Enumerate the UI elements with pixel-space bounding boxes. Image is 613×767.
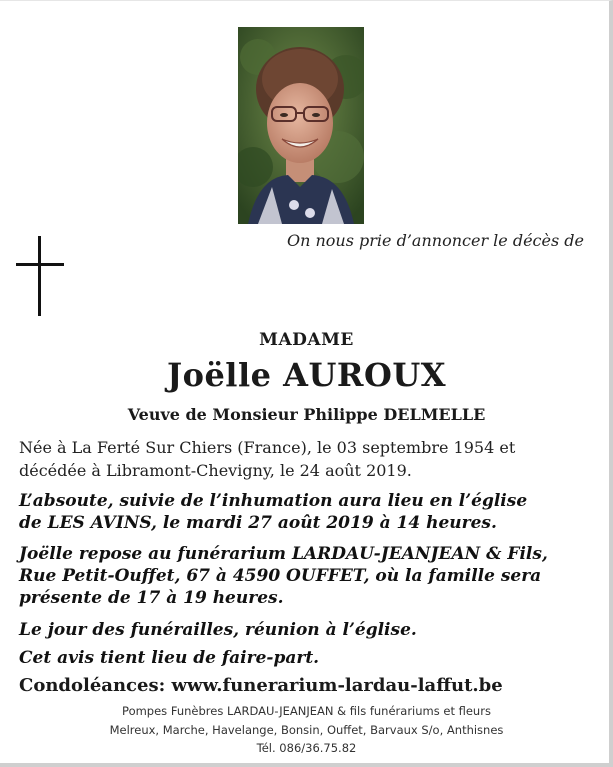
footer-phone: Tél. 086/36.75.82 [256,741,357,755]
absoute-line-2: de LES AVINS, le mardi 27 août 2019 à 14 heures. [19,513,497,533]
death-line: décédée à Libramont-Chevigny, le 24 août 2019. [19,461,412,480]
footer-company: Pompes Funèbres LARDAU-JEANJEAN & fils funérariums et fleurs [122,704,491,718]
faire-part-line: Cet avis tient lieu de faire-part. [19,648,320,668]
repose-line-2: Rue Petit-Ouffet, 67 à 4590 OUFFET, où la famille sera [19,566,542,586]
footer-locations: Melreux, Marche, Havelange, Bonsin, Ouffet, Barvaux S/o, Anthisnes [109,723,504,737]
absoute-paragraph [19,490,599,534]
deceased-name: Joëlle AUROUX [166,356,447,394]
condolences-link[interactable]: www.funerarium-lardau-laffut.be [171,675,503,696]
repose-paragraph [19,543,599,609]
repose-line-3: présente de 17 à 19 heures. [19,588,284,608]
condolences-line [19,675,503,696]
portrait-photo [238,27,364,224]
spouse-line: Veuve de Monsieur Philippe DELMELLE [127,405,486,424]
birth-death-paragraph [19,436,599,482]
announcement-text: On nous prie d’annoncer le décès de [286,231,584,250]
condolences-label: Condoléances: [19,675,166,696]
absoute-line-1: L’absoute, suivie de l’inhumation aura lieu en l’église [19,491,528,511]
repose-line-1: Joëlle repose au funérarium LARDAU-JEANJEAN & Fils, [19,544,548,564]
birth-line: Née à La Ferté Sur Chiers (France), le 03 septembre 1954 et [19,438,516,457]
latin-cross-icon [16,236,64,316]
honorific-title: MADAME [259,330,354,350]
funeral-day-line: Le jour des funérailles, réunion à l’église. [19,620,417,640]
